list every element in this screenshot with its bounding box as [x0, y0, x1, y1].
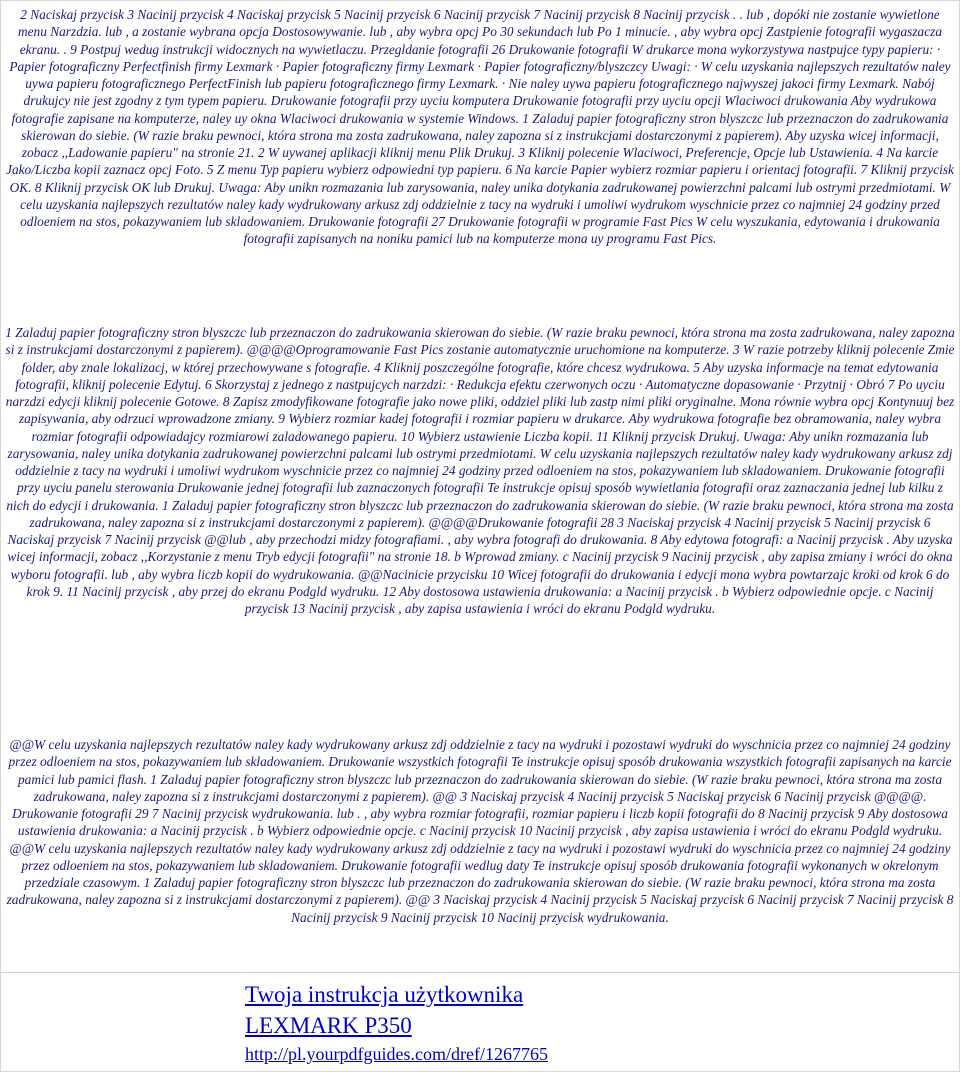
manual-text-block-2: 1 Zaladuj papier fotograficzny stron blyszczc lub przeznaczon do zadrukowania skierowan do siebie. (W razie braku pewnoci, która strona ma zosta zadrukowana, naley zapozna si z instrukcjami dostarczonymi z papierem). @@@@Oprogramowanie Fast Pics zostanie automatycznie uruchomione na komputerze. 3 W razie potrzeby kliknij polecenie Zmie folder, aby znale lokalizacj, w której przechowywane s fotografie. 4 Kliknij poszczególne fotografie, które chcesz wydrukowa. 5 Aby uzyska informacje na temat edytowania fotografii, kliknij polecenie Edytuj. 6 Skorzystaj z jednego z nastpujcych narzdzi: · Redukcja efektu czerwonych oczu · Automatyczne dopasowanie · Przytnij · Obró 7 Po uyciu narzdzi edycji kliknij polecenie Gotowe. 8 Zapisz zmodyfikowane fotografie jako nowe pliki, oddziel pliki lub zastp nimi pliki oryginalne. Mona równie wybra opcj Kontynuuj bez zapisywania, aby odrzuci wprowadzone zmiany. 9 Wybierz rozmiar kadej fotografii i rozmiar papieru w drukarce. Aby wydrukowa fotografie bez obramowania, naley wybra rozmiar fotografii odpowiadajcy rozmiarowi zaladowanego papieru. 10 Wybierz ustawienie Liczba kopii. 11 Kliknij przycisk Drukuj. Uwaga: Aby unikn rozmazania lub zarysowania, naley unika dotykania zadrukowanej powierzchni palcami lub ostrymi przedmiotami. W celu uzyskania najlepszych rezultatów naley kady wydrukowany arkusz zdj oddzielnie z tacy na wydruki i umoliwi wydrukom wyschnicie przez co najmniej 24 godziny przed odloeniem na stos, pokazywaniem lub skladowaniem. Drukowanie fotografii przy uyciu panelu sterowania Drukowanie jednej fotografii lub zaznaczonych fotografii Te instrukcje opisuj sposób wywietlania fotografii oraz zaznaczania jednej lub kilku z nich do edycji i drukowania. 1 Zaladuj papier fotograficzny stron blyszczc lub przeznaczon do zadrukowania skierowan do siebie. (W razie braku pewnoci, która strona ma zosta zadrukowana, naley zapozna si z instrukcjami dostarczonymi z papierem). @@@@Drukowanie fotografii 28 3 Naciskaj przycisk 4 Nacinij przycisk 5 Nacinij przycisk 6 Naciskaj przycisk 7 Nacinij przycisk @@lub , aby przechodzi midzy fotografiami. , aby wybra fotografi do drukowania. 8 Aby edytowa fotografi: a Nacinij przycisk . Aby uzyska wicej informacji, zobacz ,,Korzystanie z menu Tryb edycji fotografii" na stronie 18. b Wprowad zmiany. c Nacinij przycisk 9 Nacinij przycisk , aby zapisa zmiany i wróci do okna wyboru fotografii. lub , aby wybra liczb kopii do wydrukowania. @@Nacinicie przycisku 10 Wicej fotografii do drukowania i edycji mona wybra powtarzajc kroki od krok 6 do krok 9. 11 Nacinij przycisk , aby przej do ekranu Podgld wydruku. 12 Aby dostosowa ustawienia drukowania: a Nacinij przycisk . b Wybierz odpowiednie opcje. c Nacinij przycisk 13 Nacinij przycisk , aby zapisa ustawienia i wróci do ekranu Podgld wydruku. — [5, 325, 955, 616]
manual-text-block-1: 2 Naciskaj przycisk 3 Nacinij przycisk 4 Naciskaj przycisk 5 Nacinij przycisk 6 Nacinij przycisk 7 Nacinij przycisk 8 Nacinij przycisk . . lub , dopóki nie zostanie wywietlone menu Narzdzia. lub , a zostanie wybrana opcja Dostosowywanie. lub , aby wybra opcj Po 30 sekundach lub Po 1 minucie. , aby wybra opcj Zastpienie fotografii wygaszacza ekranu. . 9 Postpuj wedug instrukcji widocznych na wywietlaczu. Przegldanie fotografii 26 Drukowanie fotografii W drukarce mona wykorzystywa nastpujce typy papieru: · Papier fotograficzny Perfectfinish firmy Lexmark · Papier fotograficzny firmy Lexmark · Papier fotograficzny/blyszczcy Uwagi: · W celu uzyskania najlepszych rezultatów naley uywa papieru fotograficznego PerfectFinish lub papieru fotograficznego firmy Lexmark. · Nie naley uywa papieru fotograficznego najwyszej jakoci firmy Lexmark. Nabój drukujcy nie jest zgodny z tym typem papieru. Drukowanie fotografii przy uyciu komputera Drukowanie fotografii przy uyciu opcji Wlaciwoci drukowania Aby wydrukowa fotografie zapisane na komputerze, naley uy okna Wlaciwoci drukowania w systemie Windows. 1 Zaladuj papier fotograficzny stron blyszczc lub przeznaczon do zadrukowania skierowan do siebie. (W razie braku pewnoci, która strona ma zosta zadrukowana, naley zapozna si z instrukcjami dostarczonymi z papierem). Aby uzyska wicej informacji, zobacz ,,Ladowanie papieru" na stronie 21. 2 W uywanej aplikacji kliknij menu Plik Drukuj. 3 Kliknij polecenie Wlaciwoci, Preferencje, Opcje lub Ustawienia. 4 Na karcie Jako/Liczba kopii zaznacz opcj Foto. 5 Z menu Typ papieru wybierz odpowiedni typ papieru. 6 Na karcie Papier wybierz rozmiar papieru i orientacj fotografii. 7 Kliknij przycisk OK. 8 Kliknij przycisk OK lub Drukuj. Uwaga: Aby unikn rozmazania lub zarysowania, naley unika dotykania zadrukowanej powierzchni palcami lub ostrymi przedmiotami. W celu uzyskania najlepszych rezultatów naley kady wydrukowany arkusz zdj oddzielnie z tacy na wydruki i umoliwi wydrukom wyschnicie przez co najmniej 24 godziny przed odloeniem na stos, pokazywaniem lub skladowaniem. Drukowanie fotografii 27 Drukowanie fotografii w programie Fast Pics W celu wyszukania, edytowania i drukowania fotografii zapisanych na noniku pamici lub na komputerze mona uy programu Fast Pics. — [6, 7, 954, 247]
manual-text-block-3: @@W celu uzyskania najlepszych rezultatów naley kady wydrukowany arkusz zdj oddzielnie z tacy na wydruki i pozostawi wydruki do wyschnicia przez co najmniej 24 godziny przez odloeniem na stos, pokazywaniem lub skladowaniem. Drukowanie wszystkich fotografii Te instrukcje opisuj sposób drukowania wszystkich fotografii zapisanych na karcie pamici lub pamici flash. 1 Zaladuj papier fotograficzny stron blyszczc lub przeznaczon do zadrukowania skierowan do siebie. (W razie braku pewnoci, która strona ma zosta zadrukowana, naley zapozna si z instrukcjami dostarczonymi z papierem). @@ 3 Naciskaj przycisk 4 Nacinij przycisk 5 Naciskaj przycisk 6 Nacinij przycisk @@@@. Drukowanie fotografii 29 7 Nacinij przycisk wydrukowania. lub . , aby wybra rozmiar fotografii, rozmiar papieru i liczb kopii fotografii do 8 Nacinij przycisk 9 Aby dostosowa ustawienia drukowania: a Nacinij przycisk . b Wybierz odpowiednie opcje. c Nacinij przycisk 10 Nacinij przycisk , aby zapisa ustawienia i wróci do ekranu Podgld wydruku. @@W celu uzyskania najlepszych rezultatów naley kady wydrukowany arkusz zdj oddzielnie z tacy na wydruki i pozostawi wydruki do wyschnicia przez co najmniej 24 godziny przez odloeniem na stos, pokazywaniem lub skladowaniem. Drukowanie fotografii wedlug daty Te instrukcje opisuj sposób drukowania fotografii wykonanych w okrelonym przedziale czasowym. 1 Zaladuj papier fotograficzny stron blyszczc lub przeznaczon do zadrukowania skierowan do siebie. (W razie braku pewnoci, która strona ma zosta zadrukowana, naley zapozna si z instrukcjami dostarczonymi z papierem). @@ 3 Naciskaj przycisk 4 Nacinij przycisk 5 Naciskaj przycisk 6 Nacinij przycisk 7 Nacinij przycisk 8 Nacinij przycisk 9 Nacinij przycisk 10 Nacinij przycisk wydrukowania. — [6, 737, 954, 925]
manual-title-link[interactable]: Twoja instrukcja użytkownika — [245, 982, 524, 1007]
download-url-link[interactable]: http://pl.yourpdfguides.com/dref/1267765 — [245, 1044, 548, 1064]
footer-divider — [1, 972, 959, 973]
printer-model-link[interactable]: LEXMARK P350 — [245, 1013, 412, 1038]
